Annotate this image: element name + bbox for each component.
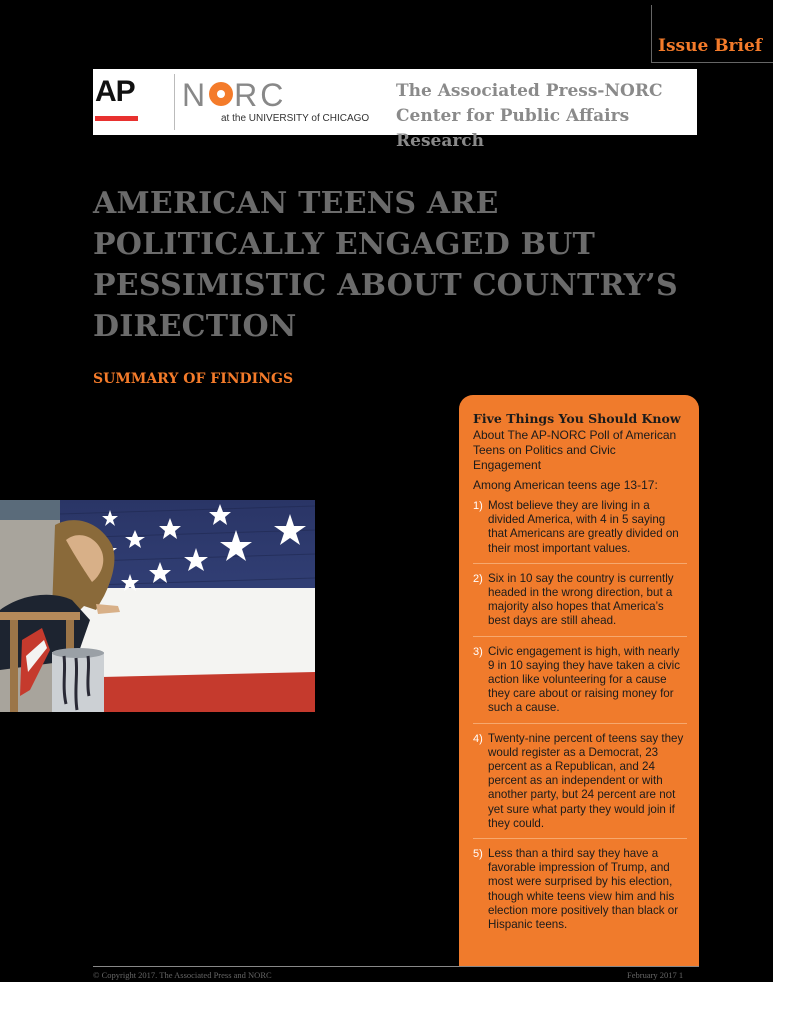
list-item — [473, 645, 687, 724]
five-things-sidebar — [459, 395, 699, 967]
list-item-text: Less than a third say they have a favorable impression of Trump, and most were surprised by his election, though white teens view him and his election more positively than black or Hispanic teens. — [488, 847, 679, 932]
center-name-line2: Center for Public Affairs Research — [396, 106, 630, 151]
summary-heading: SUMMARY OF FINDINGS — [93, 371, 294, 387]
list-item — [473, 847, 687, 939]
sidebar-intro: Among American teens age 13-17: — [473, 478, 658, 492]
flag-painting-photo — [0, 500, 315, 712]
list-item-text: Six in 10 say the country is currently headed in the wrong direction, but a majority also hopes that America’s best days are still ahead. — [488, 571, 674, 628]
center-name — [396, 79, 697, 154]
norc-sun-icon — [209, 82, 233, 106]
list-item — [473, 732, 687, 839]
sidebar-title: Five Things You Should Know — [473, 411, 681, 426]
norc-logo-left: N — [182, 77, 209, 113]
footer-date-page: February 2017 1 — [627, 970, 684, 980]
list-item-text: Most believe they are living in a divided America, with 4 in 5 saying that Americans are greatly divided on their most important values. — [488, 499, 679, 555]
logo-band — [93, 69, 697, 151]
list-item-number: 1) — [473, 500, 483, 512]
list-item-text: Twenty-nine percent of teens say they would register as a Democrat, 23 percent as a Republican, and 24 percent as an independent or with another party, but 24 percent are not yet sure what party they would join if they could. — [488, 731, 684, 830]
list-item — [473, 572, 687, 637]
flag-painting-illustration — [0, 500, 315, 712]
norc-logo-right: RC — [234, 77, 287, 113]
sidebar-list — [473, 499, 687, 939]
logo-divider — [174, 74, 175, 130]
norc-logo — [182, 77, 286, 114]
norc-subtitle: at the UNIVERSITY of CHICAGO — [221, 113, 370, 124]
list-item-number: 4) — [473, 732, 483, 745]
list-item — [473, 499, 687, 564]
ap-logo: AP — [95, 75, 135, 108]
ap-logo-bar — [95, 116, 138, 121]
footer-copyright: © Copyright 2017. The Associated Press and NORC — [93, 970, 272, 980]
page-title: AMERICAN TEENS ARE POLITICALLY ENGAGED BUT PESSIMISTIC ABOUT COUNTRY’S DIRECTION — [93, 186, 678, 344]
list-item-number: 2) — [473, 572, 483, 585]
list-item-number: 5) — [473, 848, 483, 861]
sidebar-subtitle: About The AP-NORC Poll of American Teens on Politics and Civic Engagement — [473, 428, 677, 472]
list-item-number: 3) — [473, 645, 483, 658]
list-item-text: Civic engagement is high, with nearly 9 in 10 saying they have taken a civic action like volunteering for a cause they care about or raising money for such a cause. — [488, 644, 681, 715]
footer-divider — [93, 966, 699, 967]
center-name-line1: The Associated Press-NORC — [396, 81, 663, 101]
issue-brief-label: Issue Brief — [658, 36, 763, 56]
